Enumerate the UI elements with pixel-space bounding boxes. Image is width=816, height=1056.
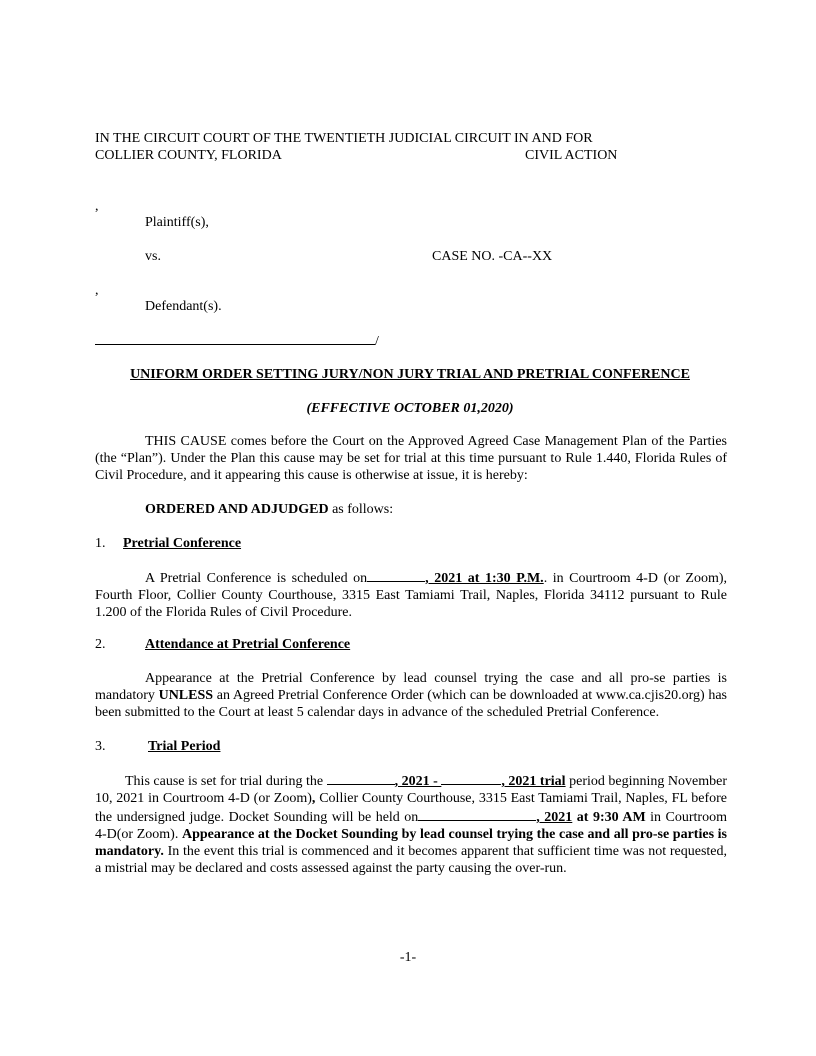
order-title: UNIFORM ORDER SETTING JURY/NON JURY TRIAL AND PRETRIAL CONFERENCE [130,367,690,382]
caption-closing-line [95,331,379,350]
section-2-heading [95,636,351,653]
court-line-1: IN THE CIRCUIT COURT OF THE TWENTIETH JUDICIAL CIRCUIT IN AND FOR [95,131,593,146]
caption-rule [95,331,375,345]
section-3-text-e: In the event this trial is commenced and it becomes apparent that sufficient time was not requested, a mistrial may be declared and costs assessed against the party causing the over-run. [95,844,727,876]
intro-paragraph: THIS CAUSE comes before the Court on the Approved Agreed Case Management Plan of the Parties (the “Plan”). Under the Plan this cause may be set for trial at this time pursuant to Rule 1.440, Florida Rules of Civil Procedure, and it appearing this cause is otherwise at issue, it is hereby: [95,434,727,483]
section-1-title: Pretrial Conference [123,536,242,551]
section-3-number: 3. [95,739,106,754]
docket-date-blank [418,807,536,821]
page-number: -1- [399,950,417,965]
trial-start-blank [327,771,395,785]
section-2-body [95,670,727,721]
trial-end-year-wrap [501,774,565,789]
plaintiff-label: Plaintiff(s), [145,215,209,230]
court-caption [95,130,735,164]
court-line-2: COLLIER COUNTY, FLORIDA [95,148,282,163]
ordered-rest: as follows: [328,502,394,517]
caption-slash: / [375,334,379,349]
section-3-heading [95,738,221,755]
section-1-body [95,568,727,621]
section-1-number: 1. [95,536,106,551]
section-3-text-a: This cause is set for trial during the [125,774,327,789]
section-1-heading [95,535,241,552]
section-1-text-a: A Pretrial Conference is scheduled on [145,571,368,586]
plaintiff-name-comma: , [95,199,99,214]
ordered-line [145,501,393,518]
docket-date-year: , 2021 [536,810,573,825]
section-2-number: 2. [95,637,106,652]
section-1-text-b: . in Courtroom 4-D (or Zoom), Fourth Floor, Collier County Courthouse, 3315 East Tamiami Trail, Naples, Florida 34112 pursuant to Rule 1.200 of the Florida Rules of Civil Procedure. [95,571,727,620]
section-3-text-d: in Courtroom 4-D(or Zoom). [95,810,727,842]
case-number: CASE NO. -CA--XX [432,249,553,264]
defendant-label: Defendant(s). [145,299,222,314]
docket-mandatory-bold: Appearance at the Docket Sounding by lead counsel trying the case and all pro-se parties is mandatory. [95,827,727,859]
section-3-title: Trial Period [148,739,221,754]
trial-end-blank [441,771,501,785]
unless-bold: UNLESS [158,688,214,703]
section-3-text-c: Collier County Courthouse, 3315 East Tamiami Trail, Naples, FL before the undersigned judge. Docket Sounding will be held on [95,791,728,825]
ordered-bold: ORDERED AND ADJUDGED [145,502,329,517]
section-2-text-a: Appearance at the Pretrial Conference by lead counsel trying the case and all pro-se parties is mandatory [95,671,727,703]
section-3-text-b: period beginning November 10, 2021 in Courtroom 4-D (or Zoom) [95,774,728,806]
effective-date: (EFFECTIVE OCTOBER 01,2020) [306,401,514,416]
pretrial-date-blank [367,568,425,582]
section-2-text-b: an Agreed Pretrial Conference Order (which can be downloaded at www.ca.cjis20.org) has been submitted to the Court at least 5 calendar days in advance of the scheduled Pretrial Conference. [95,688,728,720]
trial-end-year: , 2021 trial [501,774,566,789]
civil-action-label: CIVIL ACTION [525,148,618,163]
docket-time: at 9:30 AM [572,810,646,825]
trial-start-year: , 2021 - [394,774,442,789]
defendant-name-comma: , [95,283,99,298]
section-3-body [95,771,727,877]
pretrial-date-time: , 2021 at 1:30 P.M. [425,571,544,586]
section-3-comma: , [311,791,320,806]
versus-label: vs. [145,249,161,264]
section-2-title: Attendance at Pretrial Conference [145,637,351,652]
